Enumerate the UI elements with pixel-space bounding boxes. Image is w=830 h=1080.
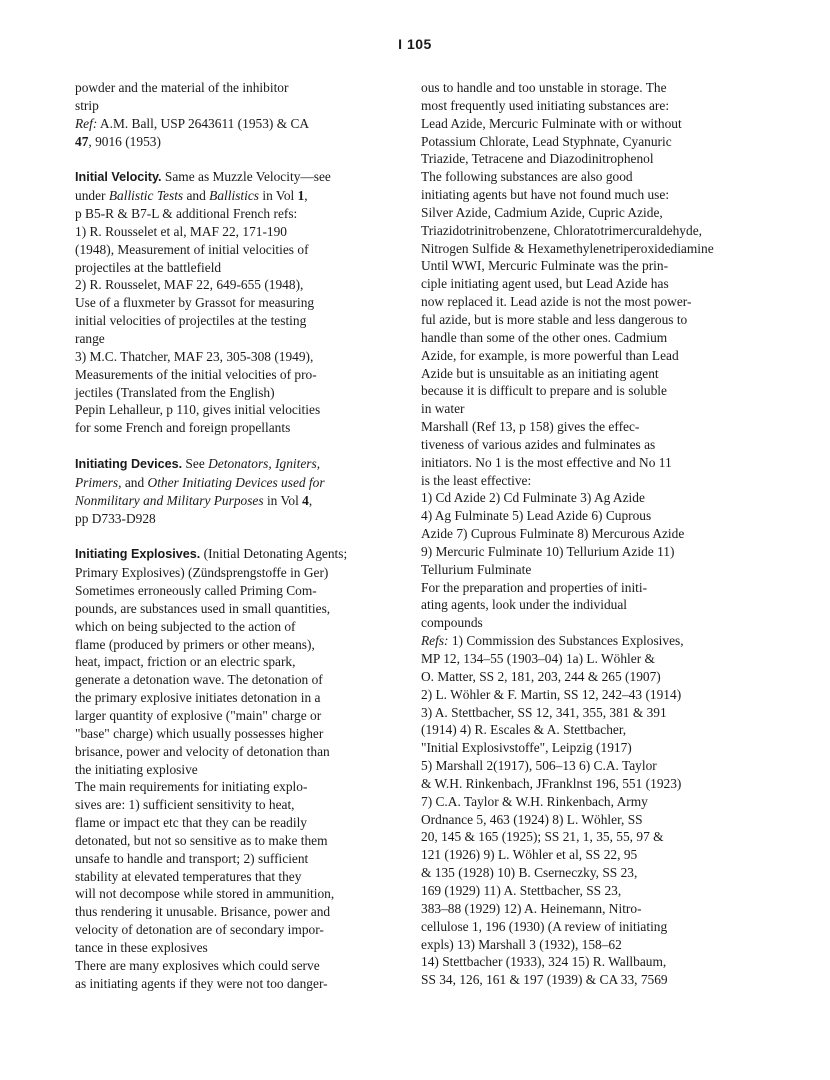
text-line: because it is difficult to prepare and is soluble — [421, 383, 667, 399]
text-line: There are many explosives which could serve — [75, 957, 320, 973]
text-line: ciple initiating agent used, but Lead Azide has — [421, 276, 669, 292]
text-line: Primary Explosives) (Zündsprengstoffe in Ger) — [75, 565, 329, 581]
entry-first-line — [75, 168, 393, 187]
text-fragment: , — [308, 492, 313, 508]
text-line: sives are: 1) sufficient sensitivity to heat, — [75, 797, 295, 813]
text-line: the initiating explosive — [75, 761, 198, 777]
text-line: 4) Ag Fulminate 5) Lead Azide 6) Cuprous — [421, 508, 652, 524]
text-line: (1948), Measurement of initial velocities of — [75, 241, 309, 257]
text-line — [75, 492, 393, 510]
text-line: unsafe to handle and transport; 2) sufficient — [75, 850, 309, 866]
refs-lines — [421, 650, 751, 989]
text-line: expls) 13) Marshall 3 (1932), 158–62 — [421, 936, 622, 952]
right-column — [421, 79, 751, 989]
text-line: Nitrogen Sulfide & Hexamethylenetriperoxidediamine — [421, 240, 714, 256]
text-line: compounds — [421, 615, 483, 631]
text-line: now replaced it. Lead azide is not the most power- — [421, 294, 692, 310]
text-fragment: 1) Commission des Substances Explosives, — [448, 633, 684, 649]
reference-line — [75, 133, 393, 151]
continuation-paragraph — [75, 79, 393, 150]
text-line: Azide 7) Cuprous Fulminate 8) Mercurous Azide — [421, 526, 685, 542]
cross-reference: Primers, — [75, 474, 122, 490]
text-line: thus rendering it unusable. Brisance, power and — [75, 904, 331, 920]
cross-reference: Ballistic Tests — [108, 188, 184, 204]
text-line: Use of a fluxmeter by Grassot for measuring — [75, 295, 315, 311]
text-line: tiveness of various azides and fulminates as — [421, 436, 656, 452]
text-line — [75, 474, 393, 492]
text-line: SS 34, 126, 161 & 197 (1939) & CA 33, 7569 — [421, 972, 668, 988]
text-line: detonated, but not so sensitive as to make them — [75, 832, 328, 848]
text-line: 1) R. Rousselet et al, MAF 22, 171-190 — [75, 223, 288, 239]
entry-first-line — [75, 455, 393, 474]
text-line: Sometimes erroneously called Priming Com- — [75, 583, 317, 599]
text-line: The main requirements for initiating explo- — [75, 779, 308, 795]
text-line: 9) Mercuric Fulminate 10) Tellurium Azide 11) — [421, 543, 675, 559]
text-line: ful azide, but is more stable and less dangerous to — [421, 311, 688, 327]
text-line: 2) L. Wöhler & F. Martin, SS 12, 242–43 (1914) — [421, 686, 682, 702]
text-line: p B5-R & B7-L & additional French refs: — [75, 206, 298, 222]
text-line: 3) M.C. Thatcher, MAF 23, 305-308 (1949), — [75, 348, 314, 364]
text-line: initiating agents but have not found much use: — [421, 187, 670, 203]
entry-initiating-explosives — [75, 545, 393, 992]
text-line: flame (produced by primers or other means), — [75, 636, 315, 652]
entry-first-line — [75, 545, 393, 564]
text-line: 3) A. Stettbacher, SS 12, 341, 355, 381 & 391 — [421, 704, 667, 720]
text-line: generate a detonation wave. The detonation of — [75, 672, 323, 688]
text-line: is the least effective: — [421, 472, 532, 488]
text-line: 20, 145 & 165 (1925); SS 21, 1, 35, 55, 97 & — [421, 829, 664, 845]
text-line: will not decompose while stored in ammunition, — [75, 886, 335, 902]
text-line: range — [75, 330, 105, 346]
text-line: cellulose 1, 196 (1930) (A review of initiating — [421, 918, 668, 934]
text-line: larger quantity of explosive ("main" charge or — [75, 708, 322, 723]
text-line: Until WWI, Mercuric Fulminate was the prin- — [421, 258, 669, 274]
reference-line — [75, 115, 393, 133]
text-line: Azide but is unsuitable as an initiating agent — [421, 365, 659, 381]
page-number: I 105 — [398, 36, 432, 52]
text-fragment: in Vol — [259, 188, 298, 204]
cross-reference: Other Initiating Devices used for — [147, 474, 325, 490]
text-line: 14) Stettbacher (1933), 324 15) R. Wallbaum, — [421, 954, 667, 970]
volume-number: 47 — [75, 133, 89, 149]
text-line: the primary explosive initiates detonation in a — [75, 690, 321, 706]
text-line: 169 (1929) 11) A. Stettbacher, SS 23, — [421, 882, 622, 898]
references-list — [421, 632, 751, 989]
text-line: strip — [75, 97, 99, 113]
text-line: for some French and foreign propellants — [75, 420, 291, 436]
text-fragment: , — [304, 188, 308, 204]
cross-reference: Detonators, Igniters, — [208, 456, 321, 472]
text-line: For the preparation and properties of initi- — [421, 579, 648, 595]
text-fragment: Same as Muzzle Velocity—see — [161, 169, 331, 185]
text-line: Pepin Lehalleur, p 110, gives initial velocities — [75, 402, 321, 418]
text-line: Marshall (Ref 13, p 158) gives the effec- — [421, 419, 640, 435]
text-line: initial velocities of projectiles at the testing — [75, 313, 307, 329]
refs-label: Refs: — [421, 633, 449, 649]
text-line: Triazide, Tetracene and Diazodinitrophenol — [421, 151, 654, 167]
text-line: velocity of detonation are of secondary impor- — [75, 922, 324, 938]
text-line: powder and the material of the inhibitor — [75, 80, 289, 95]
text-line: MP 12, 134–55 (1903–04) 1a) L. Wöhler & — [421, 651, 655, 666]
text-line — [75, 187, 393, 205]
text-line: "Initial Explosivstoffe", Leipzig (1917) — [421, 740, 632, 756]
text-line: 383–88 (1929) 12) A. Heinemann, Nitro- — [421, 900, 642, 916]
text-line: Lead Azide, Mercuric Fulminate with or without — [421, 115, 682, 131]
text-line: Tellurium Fulminate — [421, 561, 532, 577]
text-line: & 135 (1928) 10) B. Cserneczky, SS 23, — [421, 865, 638, 881]
text-line: as initiating agents if they were not too danger- — [75, 975, 328, 991]
text-line: Ordnance 5, 463 (1924) 8) L. Wöhler, SS — [421, 811, 643, 827]
text-fragment: and — [121, 474, 148, 490]
volume-number: 4 — [302, 492, 309, 508]
text-line: Measurements of the initial velocities of pro- — [75, 366, 317, 382]
text-fragment: under — [75, 188, 109, 204]
text-line: Azide, for example, is more powerful than Lead — [421, 347, 679, 363]
text-line: heat, impact, friction or an electric spark, — [75, 654, 296, 670]
ref-text: , 9016 (1953) — [88, 133, 161, 149]
text-line: pounds, are substances used in small quantities, — [75, 600, 331, 616]
text-line: ating agents, look under the individual — [421, 597, 628, 613]
text-line: which on being subjected to the action of — [75, 618, 296, 634]
cross-reference: Ballistics — [209, 188, 260, 204]
text-line: flame or impact etc that they can be readily — [75, 815, 307, 831]
entry-term: Initiating Devices. — [75, 457, 183, 472]
text-line: brisance, power and velocity of detonation than — [75, 743, 330, 759]
text-line: in water — [421, 401, 465, 417]
text-line: The following substances are also good — [421, 169, 633, 185]
text-fragment: and — [183, 188, 210, 204]
text-line: 121 (1926) 9) L. Wöhler et al, SS 22, 95 — [421, 847, 638, 863]
text-line: initiators. No 1 is the most effective and No 11 — [421, 454, 672, 470]
refs-first-line — [421, 632, 751, 650]
cross-reference: Nonmilitary and Military Purposes — [75, 492, 264, 508]
text-line: 5) Marshall 2(1917), 506–13 6) C.A. Taylor — [421, 758, 657, 774]
text-line: pp D733-D928 — [75, 510, 156, 526]
volume-number: 1 — [297, 188, 305, 204]
text-line: Silver Azide, Cadmium Azide, Cupric Azide, — [421, 204, 663, 220]
entry-term: Initiating Explosives. — [75, 547, 201, 562]
text-line: & W.H. Rinkenbach, JFranklnst 196, 551 (1923) — [421, 775, 682, 791]
text-line: jectiles (Translated from the English) — [75, 384, 275, 400]
left-column — [75, 79, 393, 993]
text-line: most frequently used initiating substances are: — [421, 97, 670, 113]
text-line: 2) R. Rousselet, MAF 22, 649-655 (1948), — [75, 277, 304, 293]
entry-initial-velocity — [75, 168, 393, 437]
initiating-explosives-continued — [421, 79, 751, 632]
text-line: projectiles at the battlefield — [75, 259, 222, 275]
text-line: O. Matter, SS 2, 181, 203, 244 & 265 (1907) — [421, 668, 661, 684]
text-line: handle than some of the other ones. Cadmium — [421, 329, 668, 345]
text-fragment: See — [182, 456, 209, 472]
text-fragment: (Initial Detonating Agents; — [200, 546, 348, 562]
ref-label: Ref: — [75, 115, 98, 131]
text-line: tance in these explosives — [75, 939, 208, 955]
text-line: 7) C.A. Taylor & W.H. Rinkenbach, Army — [421, 793, 648, 809]
text-line: 1) Cd Azide 2) Cd Fulminate 3) Ag Azide — [421, 490, 645, 506]
entry-term: Initial Velocity. — [75, 170, 162, 185]
text-line: stability at elevated temperatures that they — [75, 868, 302, 884]
text-line: Triazidotrinitrobenzene, Chloratotrimercuraldehyde, — [421, 222, 702, 238]
text-fragment: in Vol — [263, 492, 303, 508]
text-line: Potassium Chlorate, Lead Styphnate, Cyanuric — [421, 133, 672, 149]
entry-initiating-devices — [75, 455, 393, 527]
text-line: (1914) 4) R. Escales & A. Stettbacher, — [421, 722, 627, 738]
text-line: ous to handle and too unstable in storage. The — [421, 80, 667, 95]
text-line: "base" charge) which usually possesses higher — [75, 725, 324, 741]
ref-text: A.M. Ball, USP 2643611 (1953) & CA — [97, 115, 310, 131]
